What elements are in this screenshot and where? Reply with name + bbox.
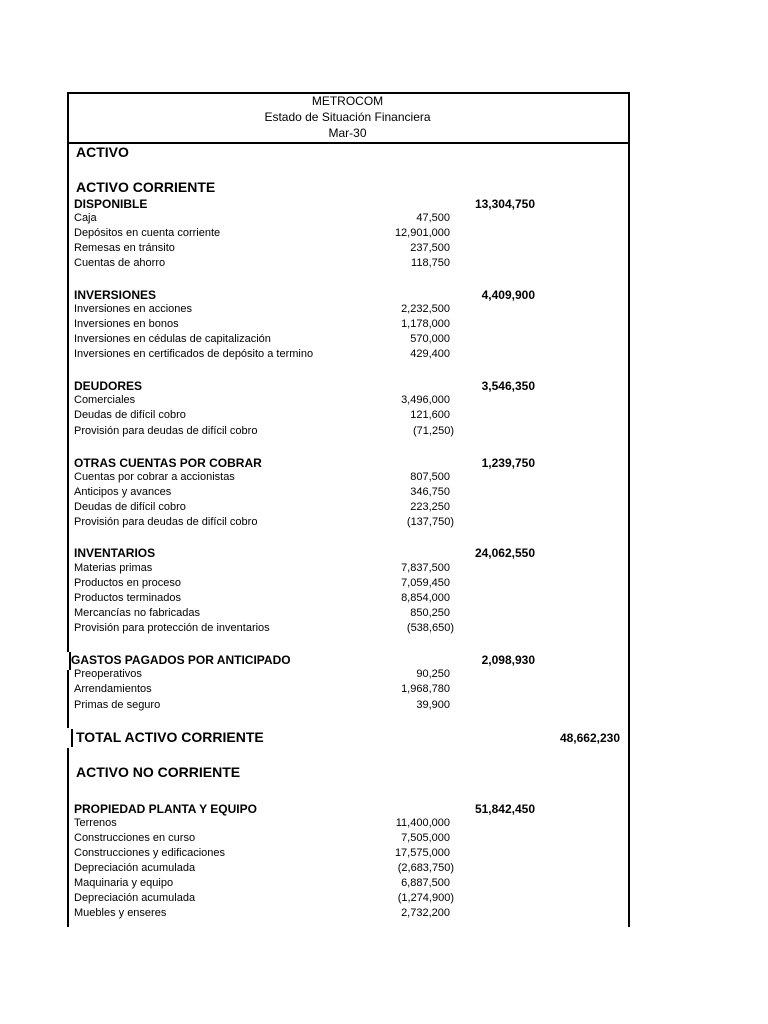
line-item: Terrenos 11,400,000	[74, 817, 450, 829]
line-item: Provisión para deudas de difícil cobro (137,750)	[74, 516, 454, 528]
line-item: Cuentas de ahorro 118,750	[74, 257, 450, 269]
section-otras-cuentas-title: OTRAS CUENTAS POR COBRAR	[74, 456, 262, 470]
section-disponible-total: 13,304,750	[474, 197, 535, 211]
total-activo-corriente-amount: 48,662,230	[559, 731, 620, 745]
line-item: Productos terminados 8,854,000	[74, 592, 450, 604]
line-item: Inversiones en cédulas de capitalización 570,000	[74, 333, 450, 345]
line-item: Depreciación acumulada (2,683,750)	[74, 862, 454, 874]
border-segment	[71, 729, 73, 747]
line-item: Arrendamientos 1,968,780	[74, 683, 450, 695]
section-deudores-title: DEUDORES	[74, 379, 143, 393]
line-item: Preoperativos 90,250	[74, 668, 450, 680]
line-item: Primas de seguro 39,900	[74, 699, 450, 711]
section-otras-cuentas-total: 1,239,750	[481, 456, 535, 470]
line-item: Maquinaria y equipo 6,887,500	[74, 877, 450, 889]
line-item: Deudas de difícil cobro 121,600	[74, 409, 450, 421]
line-item: Caja 47,500	[74, 212, 450, 224]
section-inventarios-total: 24,062,550	[474, 546, 535, 560]
line-item: Construcciones en curso 7,505,000	[74, 832, 450, 844]
line-item: Mercancías no fabricadas 850,250	[74, 607, 450, 619]
line-item: Provisión para protección de inventarios (538,650)	[74, 622, 454, 634]
activo-corriente-heading: ACTIVO CORRIENTE	[76, 179, 216, 195]
section-inversiones-total: 4,409,900	[481, 288, 535, 302]
header-divider	[67, 142, 628, 144]
section-gastos-title: GASTOS PAGADOS POR ANTICIPADO	[71, 653, 291, 667]
activo-no-corriente-heading: ACTIVO NO CORRIENTE	[76, 764, 241, 780]
company-name: METROCOM	[311, 94, 384, 108]
line-item: Cuentas por cobrar a accionistas 807,500	[74, 471, 450, 483]
line-item: Construcciones y edificaciones 17,575,000	[74, 847, 450, 859]
line-item: Productos en proceso 7,059,450	[74, 577, 450, 589]
activo-heading: ACTIVO	[76, 144, 129, 160]
line-item: Muebles y enseres 2,732,200	[74, 907, 450, 919]
line-item: Comerciales 3,496,000	[74, 394, 450, 406]
section-gastos-total: 2,098,930	[481, 653, 535, 667]
section-ppe-title: PROPIEDAD PLANTA Y EQUIPO	[74, 802, 257, 816]
line-item: Depreciación acumulada (1,274,900)	[74, 892, 454, 904]
line-item: Inversiones en certificados de depósito a termino 429,400	[74, 348, 450, 360]
statement-title: Estado de Situación Financiera	[264, 110, 431, 124]
border-gap	[66, 728, 70, 748]
section-disponible-title: DISPONIBLE	[74, 197, 148, 211]
line-item: Anticipos y avances 346,750	[74, 486, 450, 498]
total-activo-corriente-label: TOTAL ACTIVO CORRIENTE	[76, 729, 264, 745]
line-item: Materias primas 7,837,500	[74, 562, 450, 574]
line-item: Provisión para deudas de difícil cobro (71,250)	[74, 425, 454, 437]
section-inversiones-title: INVERSIONES	[74, 288, 157, 302]
statement-date: Mar-30	[328, 126, 367, 140]
section-inventarios-title: INVENTARIOS	[74, 546, 156, 560]
line-item: Remesas en tránsito 237,500	[74, 242, 450, 254]
line-item: Inversiones en bonos 1,178,000	[74, 318, 450, 330]
section-deudores-total: 3,546,350	[481, 379, 535, 393]
line-item: Inversiones en acciones 2,232,500	[74, 303, 450, 315]
line-item: Depósitos en cuenta corriente 12,901,000	[74, 227, 450, 239]
line-item: Deudas de difícil cobro 223,250	[74, 501, 450, 513]
section-ppe-total: 51,842,450	[474, 802, 535, 816]
